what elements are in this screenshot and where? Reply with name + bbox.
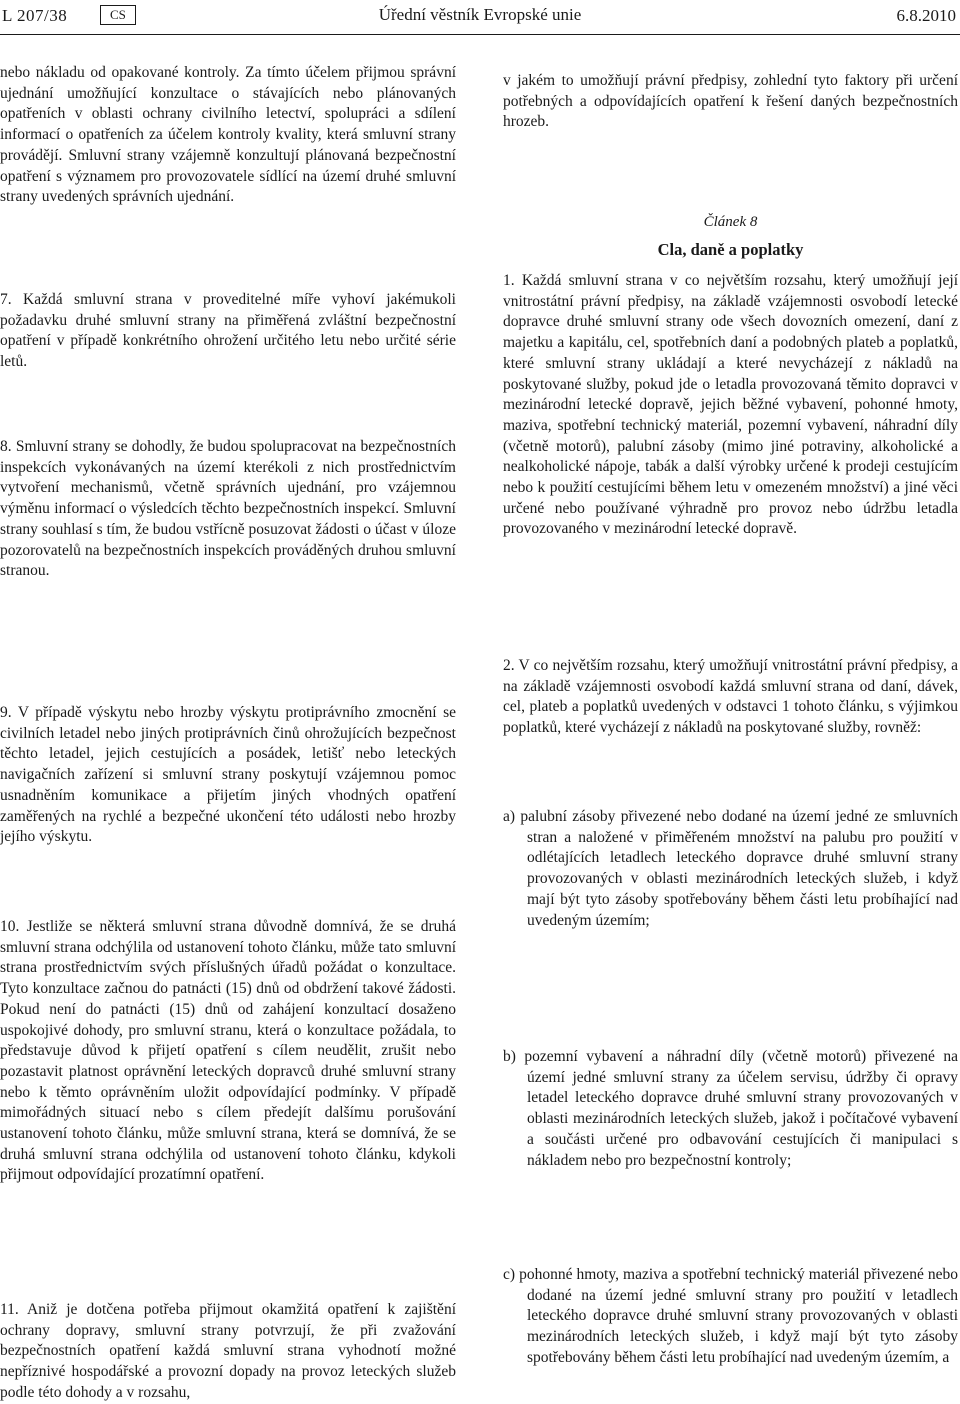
- article-title: Cla, daně a poplatky: [657, 240, 804, 259]
- paragraph-10: 10. Jestliže se některá smluvní strana důvodně domnívá, že se druhá smluvní strana odchýlila od ustanovení tohoto článku, může tato smluvní strana prostřednictvím svých příslušných úřadů požádat o konzultace. Tyto konzultace začnou do patnácti (15) dnů od obdržení takové žádosti. Pokud není do patnácti (15) dnů od zahájení konzultací dosaženo uspokojivé dohody, pro smluvní stranu, která o konzultace požádala, to představuje důvod k přijetí opatření s cílem neudělit, zrušit nebo pozastavit platnost oprávnění leteckých dopravců druhé smluvní strany nebo k těmto oprávněním uložit odpovídající podmínky. V případě mimořádných situací nebo s cílem předejít dalšímu porušování ustanovení tohoto článku, může smluvní strana, která se domnívá, že se druhá smluvní strana odchýlila od ustanovení tohoto článku, kdykoli přijmout odpovídající prozatímní opatření.: [0, 918, 456, 1184]
- list-item-b: b) pozemní vybavení a náhradní díly (včetně motorů) přivezené na území jedné smluvní strany za účelem servisu, údržby či opravy letadel leteckého dopravce druhé smluvní strany provozovaných v oblasti mezinárodních leteckých služeb, jakož i počítačové vybavení a součásti určené pro odbavování cestujících či manipulaci s nákladem nebo pro bezpečnostní kontroly;: [503, 1048, 958, 1169]
- continuation-paragraph: v jakém to umožňují právní předpisy, zohlední tyto faktory při určení potřebných a odpovídajících opatření k řešení daných bezpečnostních hrozeb.: [503, 72, 958, 131]
- intro-paragraph: nebo nákladu od opakované kontroly. Za tímto účelem přijmou správní ujednání umožňující konzultace o stávajících nebo plánovaných opatřeních v oblasti ochrany civilního letectví, spolupráci a sdílení informací o opatřeních za účelem kontroly kvality, která smluvní strany provádějí. Smluvní strany vzájemně konzultují plánovaná bezpečnostní opatření s významem pro provozovatele sídlící na území druhé smluvní strany uvedených správních ujednání.: [0, 64, 456, 206]
- article-8-paragraph-1: 1. Každá smluvní strana v co největším rozsahu, který umožňují její vnitrostátní právní předpisy, na základě vzájemnosti osvobodí letecké dopravce druhé smluvní strany ode všech dovozních omezení, daní z majetku a kapitálu, cel, spotřebních daní a podobných plateb a poplatků, které smluvní strany ukládají a které nevycházejí z nákladů na poskytované služby, pokud jde o letadla provozovaná těmito dopravci v mezinárodní letecké dopravě, jejich běžné vybavení, pohonné hmoty, maziva, spotřební technický materiál, pozemní vybavení, náhradní díly (včetně motorů), palubní zásoby (mimo jiné potraviny, alkoholické a nealkoholické nápoje, tabák a další výrobky určené k prodeji cestujícím nebo k použití cestujícími během letu v omezeném množství) a jiné věci určené nebo používané výhradně pro provoz nebo údržbu letadla provozovaného v mezinárodní letecké dopravě.: [503, 272, 958, 538]
- paragraph-9: 9. V případě výskytu nebo hrozby výskytu protiprávního zmocnění se civilních letadel nebo jiných protiprávních činů ohrožujících bezpečnost těchto letadel, jejich cestujících a posádek, letišť nebo leteckých navigačních zařízení si smluvní strany poskytují vzájemnou pomoc usnadněním komunikace a přijetím jiných vhodných opatření zaměřených na rychlé a bezpečné ukončení této události nebo hrozby jejího výskytu.: [0, 704, 456, 846]
- list-item-c: c) pohonné hmoty, maziva a spotřební technický materiál přivezené nebo dodané na území jedné smluvní strany pro použití v letadlech leteckého dopravce druhé smluvní strany provozovaných v oblasti mezinárodních leteckých služeb, i když mají být tyto zásoby spotřebovány během části letu probíhající nad uvedeným územím, a: [503, 1266, 958, 1366]
- language-code-box: CS: [100, 5, 136, 25]
- paragraph-7: 7. Každá smluvní strana v proveditelné míře vyhoví jakémukoli požadavku druhé smluvní strany na přiměřená zvláštní bezpečnostní opatření v případě konkrétního ohrožení určitého letu nebo určité série letů.: [0, 291, 456, 371]
- article-number: Článek 8: [703, 214, 758, 230]
- article-8-paragraph-2: 2. V co největším rozsahu, který umožňují vnitrostátní právní předpisy, a na základě vzájemnosti osvobodí každá smluvní strana od daní, dávek, cel, plateb a poplatků uvedených v odstavci 1 tohoto článku, s výjimkou poplatků, které vycházejí z nákladů na poskytované služby, rovněž:: [503, 657, 958, 737]
- journal-title: Úřední věstník Evropské unie: [378, 5, 582, 24]
- list-item-a: a) palubní zásoby přivezené nebo dodané na území jedné ze smluvních stran a naložené v přiměřeném množství na palubu pro použití v odlétajících letadlech leteckého dopravce druhé smluvní strany provozovaných v oblasti mezinárodních leteckých služeb, i když mají být tyto zásoby spotřebovány během části letu probíhající nad uvedeným územím;: [503, 808, 958, 929]
- right-column: [503, 0, 959, 1397]
- paragraph-8: 8. Smluvní strany se dohodly, že budou spolupracovat na bezpečnostních inspekcích vykonávaných na území kterékoli z nich prostřednictvím vytvoření mechanismů, včetně správních ujednání, pro vzájemnou výměnu informací o výsledcích těchto bezpečnostních inspekcí. Smluvní strany souhlasí s tím, že budou vstřícně posuzovat žádosti o účast v úloze pozorovatelů na bezpečnostních inspekcích prováděných druhou smluvní stranou.: [0, 438, 456, 580]
- publication-date: 6.8.2010: [896, 6, 956, 25]
- page-reference: L 207/38: [2, 6, 68, 25]
- left-column: [0, 0, 456, 1401]
- paragraph-11: 11. Aniž je dotčena potřeba přijmout okamžitá opatření k zajištění ochrany dopravy, smluvní strany potvrzují, že při zvažování bezpečnostních opatření každá smluvní strana vyhodnotí možné nepříznivé hospodářské a provozní dopady na provoz leteckých služeb podle této dohody a v rozsahu,: [0, 1301, 456, 1401]
